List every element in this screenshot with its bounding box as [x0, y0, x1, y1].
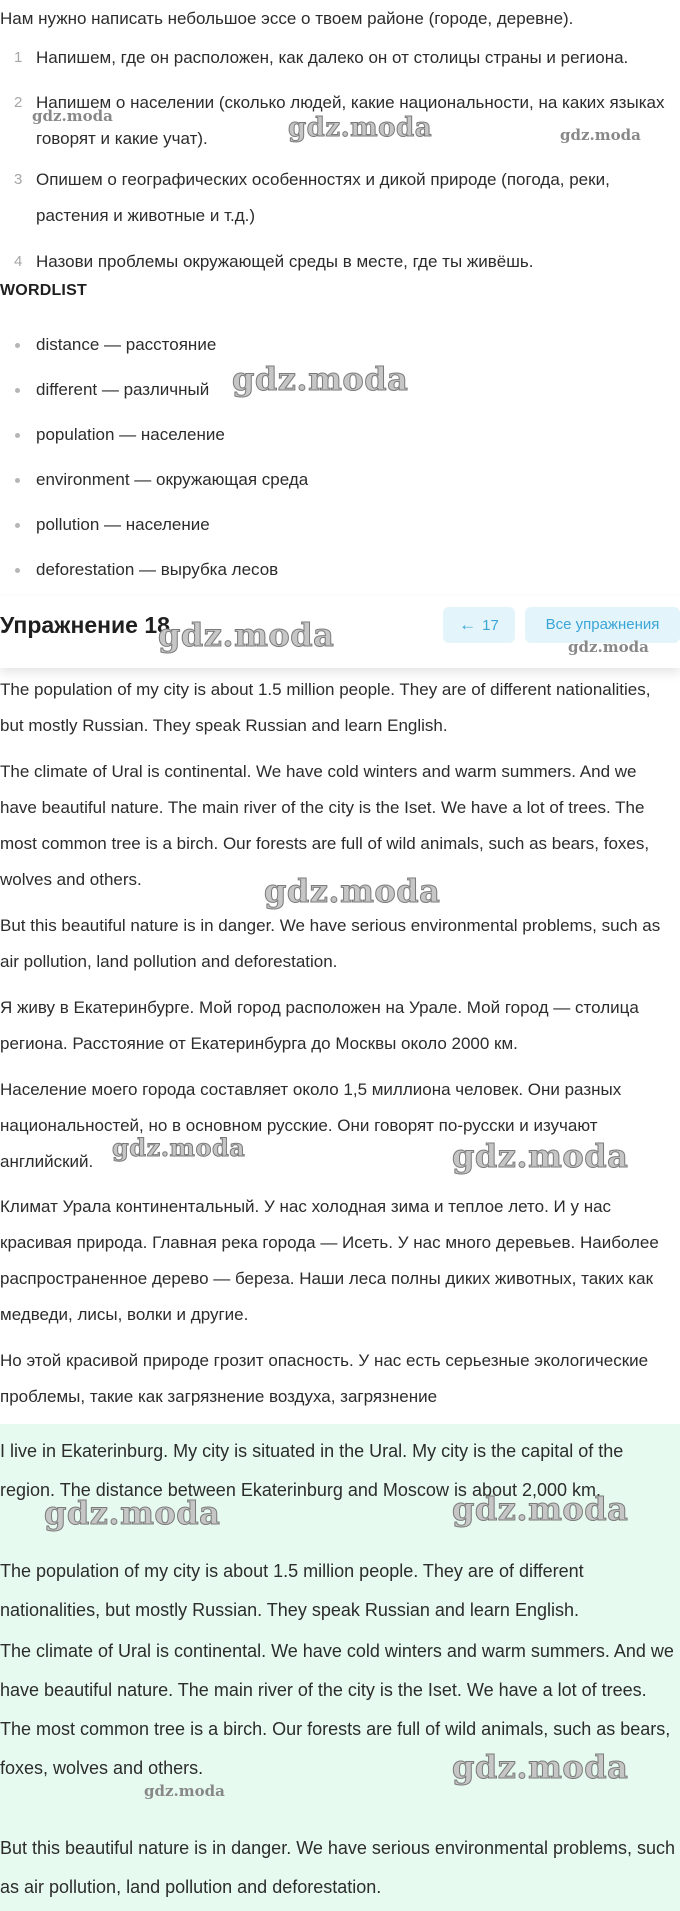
watermark: gdz.moda: [44, 1494, 221, 1532]
bullet-icon: [15, 568, 20, 573]
watermark: gdz.moda: [158, 616, 335, 654]
word-item: [0, 510, 680, 540]
all-exercises-button[interactable]: Все упражнения: [525, 607, 680, 643]
previous-exercise-button[interactable]: [443, 607, 515, 643]
answer-block: [0, 1424, 680, 1911]
word-item: [0, 420, 680, 450]
word-text: distance — расстояние: [36, 335, 217, 354]
watermark: gdz.moda: [232, 360, 409, 398]
watermark: gdz.moda: [112, 1133, 246, 1162]
watermark: gdz.moda: [560, 126, 641, 144]
text-paragraph: But this beautiful nature is in danger. We have serious environmental problems, such as air pollution, land pollution and deforestation.: [0, 916, 661, 971]
task-text: Опишем о географических особенностях и дикой природе (погода, реки, растения и животные и т.д.): [36, 170, 610, 225]
word-item: [0, 465, 680, 495]
watermark: gdz.moda: [452, 1137, 629, 1175]
word-text: different — различный: [36, 380, 210, 399]
word-item: [0, 555, 680, 585]
task-text: Напишем о населении (сколько людей, какие национальности, на каких языках говорят и какие учат).: [36, 93, 665, 148]
answer-paragraph: I live in Ekaterinburg. My city is situated in the Ural. My city is the capital of the region. The distance between Ekaterinburg and Moscow is about 2,000 km.: [0, 1441, 624, 1500]
task-number: 2: [14, 94, 23, 111]
word-text: pollution — население: [36, 515, 210, 534]
word-text: environment — окружающая среда: [36, 470, 309, 489]
exercise-header: [0, 596, 680, 668]
word-item: [0, 330, 680, 360]
previous-exercise-number: 17: [482, 617, 499, 634]
word-text: population — население: [36, 425, 225, 444]
watermark: gdz.moda: [288, 113, 433, 143]
text-paragraph: The population of my city is about 1.5 million people. They are of different nationalities, but mostly Russian. They speak Russian and learn English.: [0, 680, 651, 735]
text-paragraph: Население моего города составляет около 1,5 миллиона человек. Они разных национальностей, но в основном русские. Они говорят по-русски и изучают английский.: [0, 1080, 622, 1171]
task-number: 4: [14, 253, 23, 270]
answer-paragraph: The climate of Ural is continental. We have cold winters and warm summers. And we have beautiful nature. The main river of the city is the Iset. We have a lot of trees. The most common tree is a birch. Our forests are full of wild animals, such as bears, foxes, wolves and others.: [0, 1641, 674, 1778]
bullet-icon: [15, 523, 20, 528]
watermark: gdz.moda: [452, 1748, 629, 1786]
watermark: gdz.moda: [568, 638, 649, 656]
task-text: Напишем, где он расположен, как далеко он от столицы страны и региона.: [36, 48, 629, 67]
text-paragraph: Я живу в Екатеринбурге. Мой город расположен на Урале. Мой город — столица региона. Расстояние от Екатеринбурга до Москвы около 2000 км.: [0, 998, 639, 1053]
watermark: gdz.moda: [264, 872, 441, 910]
task-text: Назови проблемы окружающей среды в месте, где ты живёшь.: [36, 252, 534, 271]
text-paragraph: The climate of Ural is continental. We have cold winters and warm summers. And we have beautiful nature. The main river of the city is the Iset. We have a lot of trees. The most common tree is a birch. Our forests are full of wild animals, such as bears, foxes, wolves and others.: [0, 762, 650, 889]
bullet-icon: [15, 388, 20, 393]
intro-text: Нам нужно написать небольшое эссе о твоем районе (городе, деревне).: [0, 9, 574, 28]
text-paragraph: Климат Урала континентальный. У нас холодная зима и теплое лето. И у нас красивая природа. Главная река города — Исеть. У нас много деревьев. Наиболее распространенное дерево — береза. Наши леса полны диких животных, таких как медведи, лисы, волки и другие.: [0, 1197, 659, 1324]
watermark: gdz.moda: [144, 1782, 225, 1800]
word-item: [0, 375, 680, 405]
watermark: gdz.moda: [32, 107, 113, 125]
wordlist-title: WORDLIST: [0, 282, 87, 299]
exercise-title: Упражнение 18: [0, 612, 170, 638]
bullet-icon: [15, 478, 20, 483]
task-number: 3: [14, 171, 23, 188]
word-text: deforestation — вырубка лесов: [36, 560, 279, 579]
bullet-icon: [15, 433, 20, 438]
answer-paragraph: The population of my city is about 1.5 million people. They are of different nationalities, but mostly Russian. They speak Russian and learn English.: [0, 1561, 584, 1620]
answer-paragraph: But this beautiful nature is in danger. We have serious environmental problems, such as air pollution, land pollution and deforestation.: [0, 1838, 676, 1897]
arrow-left-icon: ←: [459, 615, 477, 634]
watermark: gdz.moda: [452, 1490, 629, 1528]
task-number: 1: [14, 49, 23, 66]
bullet-icon: [15, 343, 20, 348]
text-paragraph: Но этой красивой природе грозит опасность. У нас есть серьезные экологические проблемы, такие как загрязнение воздуха, загрязнение: [0, 1351, 649, 1406]
